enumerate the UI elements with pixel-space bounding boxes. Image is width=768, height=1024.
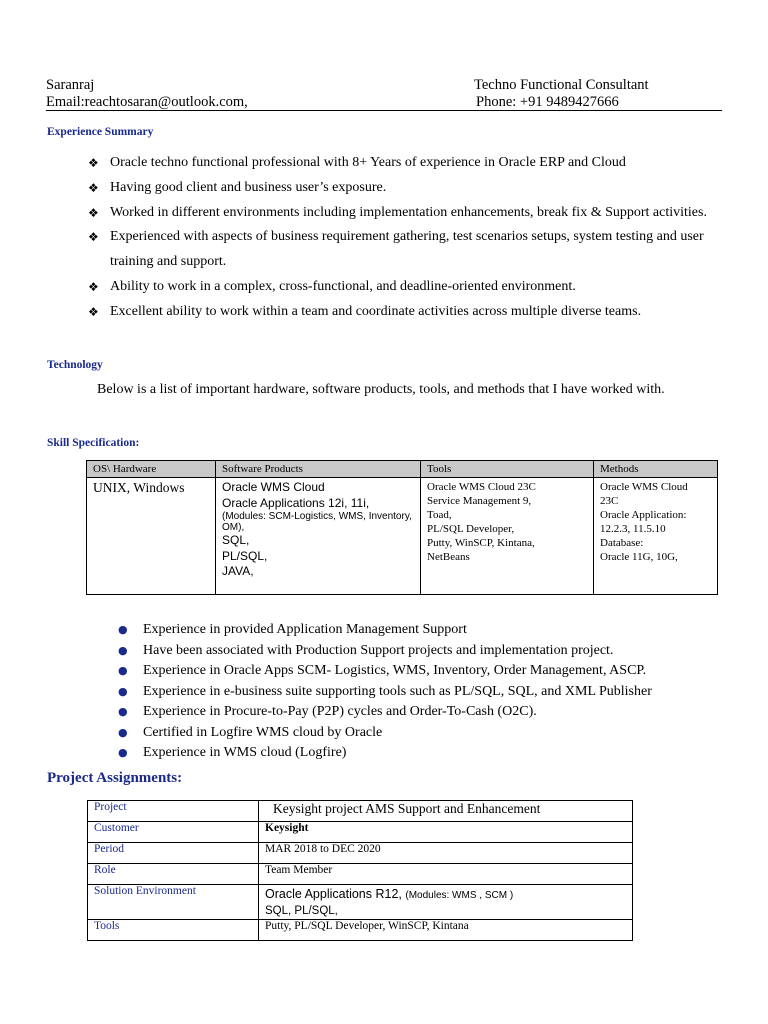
software-item: PL/SQL,: [222, 548, 268, 563]
bullet-icon: ●: [118, 684, 128, 698]
method-item: Oracle Application:: [600, 509, 687, 521]
software-item: JAVA,: [222, 564, 254, 578]
project-table: [87, 800, 633, 941]
method-item: Oracle 11G, 10G,: [600, 551, 678, 563]
environment-languages: SQL, PL/SQL,: [265, 905, 338, 917]
tools-label: Tools: [88, 920, 259, 941]
methods-cell: [594, 478, 718, 595]
method-item: Database:: [600, 537, 644, 549]
method-item: 12.2.3, 11.5.10: [600, 523, 666, 535]
list-item: ● Experience in e-business suite supporting tools such as PL/SQL, SQL, and XML Publisher: [118, 682, 738, 703]
phone-number: Phone: +91 9489427666: [476, 94, 619, 110]
table-row: [87, 478, 718, 595]
tool-item: Service Management 9,: [427, 495, 532, 507]
technology-heading: Technology: [47, 359, 103, 371]
project-value: Keysight project AMS Support and Enhancement: [259, 801, 633, 822]
experience-summary-heading: Experience Summary: [47, 126, 154, 138]
diamond-bullet-icon: ❖: [88, 279, 99, 294]
list-item: ❖ Excellent ability to work within a team and coordinate activities across multiple diverse teams.: [88, 300, 718, 325]
diamond-bullet-icon: ❖: [88, 304, 99, 319]
bullet-icon: ●: [118, 705, 128, 718]
software-item: Oracle Applications 12i, 11i,: [222, 495, 370, 510]
bullet-icon: ●: [118, 664, 128, 677]
technology-intro: Below is a list of important hardware, software products, tools, and methods that I have worked with.: [97, 382, 665, 397]
table-row: [88, 885, 633, 920]
highlights-list: [118, 620, 738, 764]
software-cell: [216, 478, 421, 595]
bullet-icon: ●: [118, 725, 128, 739]
email-address[interactable]: Email:reachtosaran@outlook.com,: [46, 94, 248, 110]
solution-environment-value: [259, 885, 633, 920]
project-assignments-heading: Project Assignments:: [47, 770, 183, 786]
table-row: [88, 822, 633, 843]
project-label: Project: [88, 801, 259, 822]
role-value: Team Member: [259, 864, 633, 885]
tool-item: Oracle WMS Cloud 23C: [427, 481, 536, 493]
table-row: [88, 801, 633, 822]
candidate-name: Saranraj: [46, 77, 95, 93]
tools-value: Putty, PL/SQL Developer, WinSCP, Kintana: [259, 920, 633, 941]
bullet-icon: ●: [118, 623, 128, 636]
software-item: Oracle WMS Cloud: [222, 480, 325, 494]
tool-item: Toad,: [427, 509, 452, 521]
table-row: [88, 920, 633, 941]
os-cell: UNIX, Windows: [87, 478, 216, 595]
role-label: Role: [88, 864, 259, 885]
list-item: ● Experience in provided Application Management Support: [118, 620, 738, 641]
method-item: Oracle WMS Cloud: [600, 481, 688, 493]
bullet-icon: ●: [118, 746, 128, 759]
list-item: ❖ Having good client and business user’s exposure.: [88, 176, 718, 201]
experience-summary-list: [88, 151, 718, 325]
column-header: Tools: [421, 461, 594, 478]
list-item: ● Certified in Logfire WMS cloud by Oracle: [118, 723, 738, 744]
tool-item: NetBeans: [427, 551, 470, 563]
environment-main: Oracle Applications R12,: [265, 887, 402, 901]
table-row: [88, 843, 633, 864]
list-item: ● Experience in WMS cloud (Logfire): [118, 743, 738, 764]
solution-environment-label: Solution Environment: [88, 885, 259, 920]
period-value: MAR 2018 to DEC 2020: [259, 843, 633, 864]
job-title: Techno Functional Consultant: [474, 77, 649, 93]
list-item: ❖ Ability to work in a complex, cross-functional, and deadline-oriented environment.: [88, 275, 718, 300]
customer-label: Customer: [88, 822, 259, 843]
method-item: 23C: [600, 495, 619, 507]
column-header: OS\ Hardware: [87, 461, 216, 478]
customer-value: Keysight: [259, 822, 633, 843]
list-item: ● Experience in Procure-to-Pay (P2P) cycles and Order-To-Cash (O2C).: [118, 702, 738, 723]
diamond-bullet-icon: ❖: [88, 230, 99, 245]
column-header: Methods: [594, 461, 718, 478]
column-header: Software Products: [216, 461, 421, 478]
header-divider: [46, 110, 722, 111]
list-item: ● Have been associated with Production Support projects and implementation project.: [118, 641, 738, 662]
list-item: ❖ Oracle techno functional professional with 8+ Years of experience in Oracle ERP and Cloud: [88, 151, 718, 176]
table-header-row: [87, 461, 718, 478]
list-item: ❖ Experienced with aspects of business requirement gathering, test scenarios setups, system testing and user training and support.: [88, 225, 718, 275]
diamond-bullet-icon: ❖: [88, 156, 99, 170]
tool-item: PL/SQL Developer,: [427, 523, 515, 535]
diamond-bullet-icon: ❖: [88, 180, 99, 195]
tool-item: Putty, WinSCP, Kintana,: [427, 537, 535, 549]
skill-table: [86, 460, 718, 595]
table-row: [88, 864, 633, 885]
environment-modules: (Modules: WMS , SCM ): [405, 890, 514, 901]
list-item: ● Experience in Oracle Apps SCM- Logistics, WMS, Inventory, Order Management, ASCP.: [118, 661, 738, 682]
bullet-icon: ●: [118, 643, 128, 657]
list-item: ❖ Worked in different environments including implementation enhancements, break fix & Support activities.: [88, 201, 718, 226]
software-item: SQL,: [222, 533, 250, 547]
diamond-bullet-icon: ❖: [88, 205, 99, 220]
period-label: Period: [88, 843, 259, 864]
tools-cell: [421, 478, 594, 595]
skill-specification-heading: Skill Specification:: [47, 437, 140, 449]
software-modules: (Modules: SCM-Logistics, WMS, Inventory, OM),: [222, 511, 412, 533]
